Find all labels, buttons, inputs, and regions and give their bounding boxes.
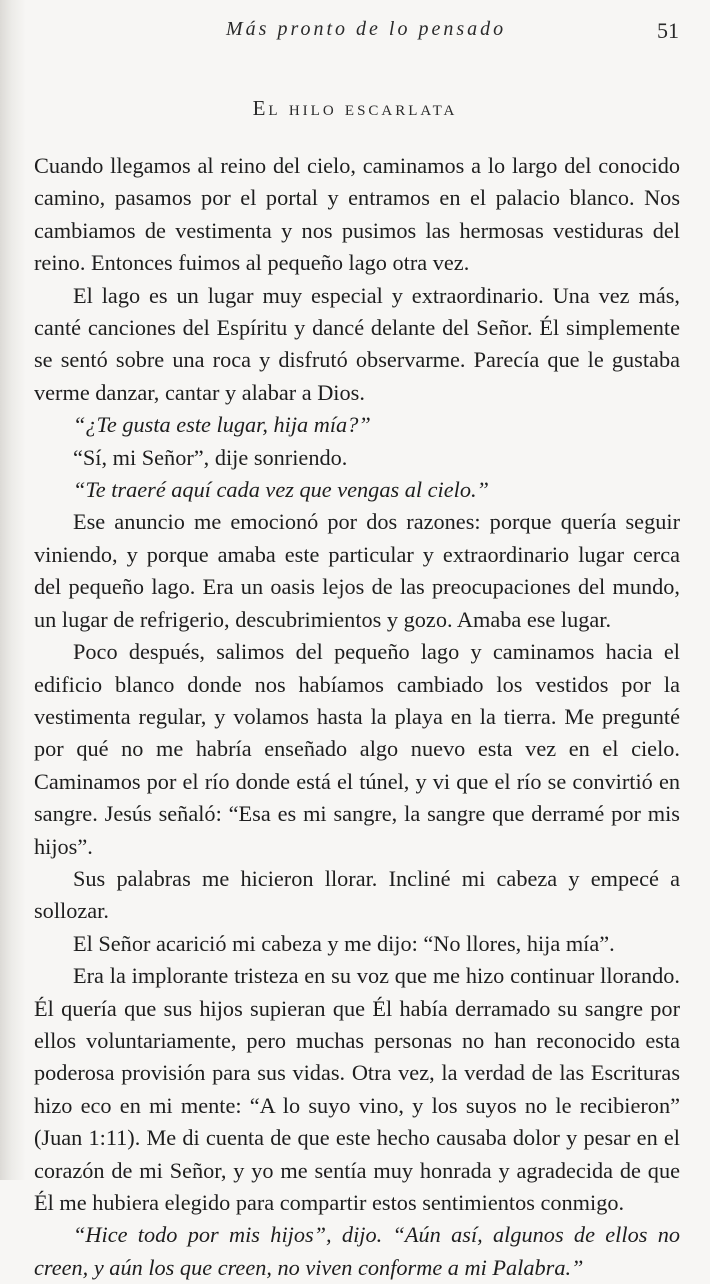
page-gutter-shadow	[0, 0, 26, 1180]
chapter-title: El hilo escarlata	[252, 96, 458, 120]
paragraph: Ese anuncio me emocionó por dos razones: porque quería seguir viniendo, y porque amaba este particular y extraordinario lugar cerca del pequeño lago. Era un oasis lejos de las preocupaciones del mundo, un lugar de refrigerio, descubrimientos y gozo. Amaba ese lugar.	[34, 509, 680, 632]
paragraph: El lago es un lugar muy especial y extraordinario. Una vez más, canté canciones del Espíritu y dancé delante del Señor. Él simplemente se sentó sobre una roca y disfrutó observarme. Parecía que le gustaba verme danzar, cantar y alabar a Dios.	[34, 282, 680, 405]
dialogue-line: “Hice todo por mis hijos”, dijo. “Aún así, algunos de ellos no creen, y aún los que creen, no viven conforme a mi Palabra.”	[34, 1222, 680, 1280]
page-number: 51	[657, 18, 679, 43]
paragraph: Era la implorante tristeza en su voz que me hizo continuar llorando. Él quería que sus hijos supieran que Él había derramado su sangre por ellos voluntariamente, pero muchas personas no han reconocido esta poderosa provisión para sus vidas. Otra vez, la verdad de las Escrituras hizo eco en mi mente: “A lo suyo vino, y los suyos no le recibieron” (Juan 1:11). Me di cuenta de que este hecho causaba dolor y pesar en el corazón de mi Señor, y yo me sentía muy honrada y agradecida de que Él me hubiera elegido para compartir estos sentimientos conmigo.	[34, 963, 680, 1215]
dialogue-line: “¿Te gusta este lugar, hija mía?”	[73, 412, 371, 438]
paragraph: Cuando llegamos al reino del cielo, caminamos a lo largo del conocido camino, pasamos por el portal y entramos en el palacio blanco. Nos cambiamos de vestimenta y nos pusimos las hermosas vestiduras del reino. Entonces fuimos al pequeño lago otra vez.	[34, 153, 680, 276]
paragraph: Poco después, salimos del pequeño lago y caminamos hacia el edificio blanco donde nos habíamos cambiado los vestidos por la vestimenta regular, y volamos hasta la playa en la tierra. Me pregunté por qué no me habría enseñado algo nuevo esta vez en el cielo. Caminamos por el río donde está el túnel, y vi que el río se convirtió en sangre. Jesús señaló: “Esa es mi sangre, la sangre que derramé por mis hijos”.	[34, 639, 680, 859]
paragraph: El Señor acarició mi cabeza y me dijo: “No llores, hija mía”.	[73, 930, 615, 956]
dialogue-line: “Sí, mi Señor”, dije sonriendo.	[73, 444, 348, 470]
paragraph: Sus palabras me hicieron llorar. Incliné mi cabeza y empecé a sollozar.	[34, 865, 680, 924]
running-head-title: Más pronto de lo pensado	[226, 18, 507, 40]
dialogue-line: “Te traeré aquí cada vez que vengas al cielo.”	[73, 477, 489, 503]
body-text	[34, 150, 680, 1284]
